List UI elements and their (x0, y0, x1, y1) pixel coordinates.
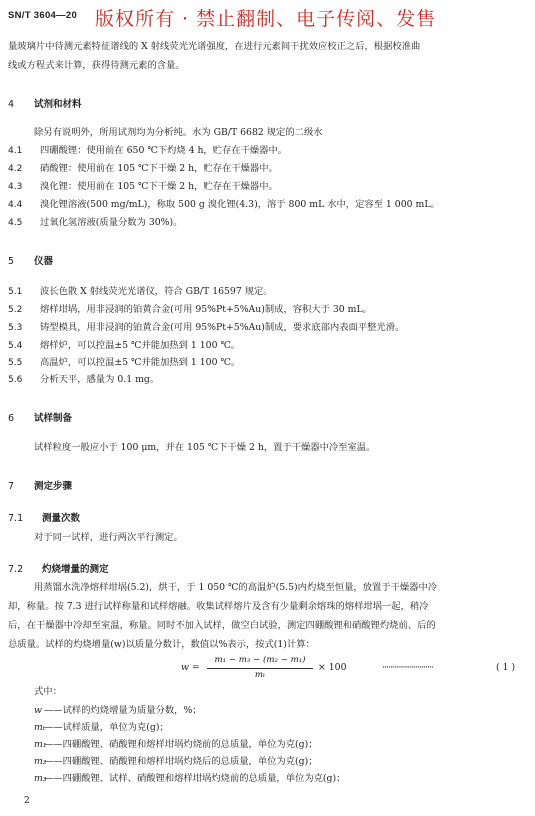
item-text: 溴化锂：使用前在 105 ℃下干燥 2 h，贮存在干燥器中。 (40, 181, 278, 192)
list-item (8, 286, 273, 298)
subsection-heading (8, 561, 109, 575)
paragraph-line: 用蒸馏水洗净熔样坩埚(5.2)，烘干，于 1 050 ℃的高温炉(5.5)内灼烧至恒量，放置于干燥器中冷 (34, 582, 438, 593)
list-item (8, 163, 278, 175)
item-number: 4.1 (8, 146, 23, 156)
paragraph: 除另有说明外，所用试剂均为分析纯。水为 GB/T 6682 规定的二级水 (34, 127, 323, 138)
list-item (8, 181, 278, 193)
list-item (8, 340, 240, 352)
section-heading (8, 410, 72, 424)
copyright-watermark: 版权所有 · 禁止翻制、电子传阅、发售 (95, 8, 437, 30)
paragraph: 试样粒度一般应小于 100 μm，并在 105 ℃下干燥 2 h，置于干燥器中冷至室温。 (34, 442, 376, 453)
formula-denominator: mₜ (254, 670, 266, 680)
item-number: 5.4 (8, 341, 23, 351)
section-title: 试剂和材料 (34, 99, 82, 110)
formula-numerator: m₁ − m₃ − (m₂ − m₁) (214, 655, 306, 665)
item-number: 4.4 (8, 200, 23, 210)
section-number: 7 (8, 481, 15, 492)
formula-multiplier: × 100 (318, 662, 347, 673)
item-text: 高温炉，可以控温±5 ℃并能加热到 1 100 ℃。 (40, 357, 241, 368)
subsection-title: 测量次数 (42, 513, 81, 524)
symbol-description: ——试样的灼烧增量为质量分数，%； (44, 705, 202, 716)
standard-code: SN/T 3604—20 (8, 10, 78, 21)
item-number: 4.5 (8, 218, 23, 228)
item-number: 4.3 (8, 182, 23, 192)
section-heading (8, 253, 53, 267)
symbol-definition (34, 722, 169, 734)
paragraph: 对于同一试样，进行两次平行测定。 (34, 532, 183, 543)
formula-lhs: w = (181, 662, 200, 673)
item-text: 熔样坩埚，用非浸润的铂黄合金(可用 95%Pt+5%Au)制成，容积大于 30 mL。 (40, 304, 372, 315)
paragraph-line: 总质量。试样的灼烧增量(w)以质量分数计，数值以%表示，按式(1)计算： (8, 639, 315, 650)
section-heading (8, 478, 72, 492)
symbol-description: ——试样质量，单位为克(g)； (44, 722, 169, 733)
subsection-heading (8, 510, 80, 524)
item-text: 四硼酸锂：使用前在 650 ℃下灼烧 4 h，贮存在干燥器中。 (40, 145, 288, 156)
list-item (8, 145, 287, 157)
symbol-definition (34, 756, 318, 768)
item-number: 4.2 (8, 164, 23, 174)
symbol-definition (34, 773, 345, 785)
where-title: 式中： (34, 686, 62, 697)
page-number: 2 (24, 796, 30, 806)
item-text: 分析天平，感量为 0.1 mg。 (40, 374, 160, 385)
list-item (8, 322, 404, 334)
list-item (8, 304, 372, 316)
item-text: 过氧化氢溶液(质量分数为 30%)。 (40, 217, 183, 228)
symbol-definition (34, 739, 318, 751)
section-heading (8, 96, 82, 110)
paragraph-line: 后，在干燥器中冷却至室温，称量。同时不加入试样，做空白试验，测定四硼酸锂和硝酸锂灼烧前、后的 (8, 620, 436, 631)
symbol-description: ——四硼酸锂、试样、硝酸锂和熔样坩埚灼烧前的总质量，单位为克(g)； (44, 773, 346, 784)
formula-label: ( 1 ) (496, 662, 516, 673)
item-text: 溴化锂溶液(500 mg/mL)，称取 500 g 溴化锂(4.3)，溶于 800 mL 水中，定容至 1 000 mL。 (40, 199, 440, 210)
item-number: 5.5 (8, 358, 23, 368)
item-text: 熔样炉，可以控温±5 ℃并能加热到 1 100 ℃。 (40, 340, 241, 351)
subsection-title: 灼烧增量的测定 (42, 564, 109, 575)
section-number: 6 (8, 413, 15, 424)
section-number: 5 (8, 256, 15, 267)
list-item (8, 199, 440, 211)
section-number: 4 (8, 99, 15, 110)
list-item (8, 357, 240, 369)
section-title: 试样制备 (34, 413, 73, 424)
subsection-number: 7.2 (8, 564, 24, 575)
item-text: 硝酸锂：使用前在 105 ℃下干燥 2 h，贮存在干燥器中。 (40, 163, 278, 174)
subsection-number: 7.1 (8, 513, 24, 524)
formula-leader-dots: ·························· (382, 662, 433, 673)
symbol: m₁ (34, 739, 47, 750)
section-title: 测定步骤 (34, 481, 73, 492)
intro-line: 量玻璃片中待测元素特征谱线的 X 射线荧光光谱强度，在进行元素间干扰效应校正之后，根据校准曲 (8, 41, 421, 52)
intro-line: 线或方程式来计算，获得待测元素的含量。 (8, 60, 185, 71)
symbol: m₂ (34, 756, 47, 767)
symbol: m₃ (34, 773, 47, 784)
symbol: mₜ (34, 722, 46, 733)
list-item (8, 374, 159, 386)
list-item (8, 217, 182, 229)
item-text: 波长色散 X 射线荧光光谱仪，符合 GB/T 16597 规定。 (40, 286, 273, 297)
symbol-description: ——四硼酸锂、硝酸锂和熔样坩埚灼烧前的总质量，单位为克(g)； (44, 739, 318, 750)
fraction-bar (207, 668, 313, 669)
item-number: 5.2 (8, 305, 23, 315)
item-number: 5.3 (8, 323, 23, 333)
paragraph-line: 却，称量。按 7.3 进行试样称量和试样熔融。收集试样熔片及含有少量剩余熔珠的熔样坩埚一起，稍冷 (8, 601, 429, 612)
item-text: 铸型模具，用非浸润的铂黄合金(可用 95%Pt+5%Au)制成，要求底部内表面平整光滑。 (40, 322, 405, 333)
symbol: w (34, 705, 42, 716)
item-number: 5.6 (8, 375, 23, 385)
item-number: 5.1 (8, 287, 23, 297)
section-title: 仪器 (34, 256, 54, 267)
symbol-description: ——四硼酸锂、硝酸锂和熔样坩埚灼烧后的总质量，单位为克(g)； (44, 756, 318, 767)
symbol-definition (34, 705, 202, 717)
